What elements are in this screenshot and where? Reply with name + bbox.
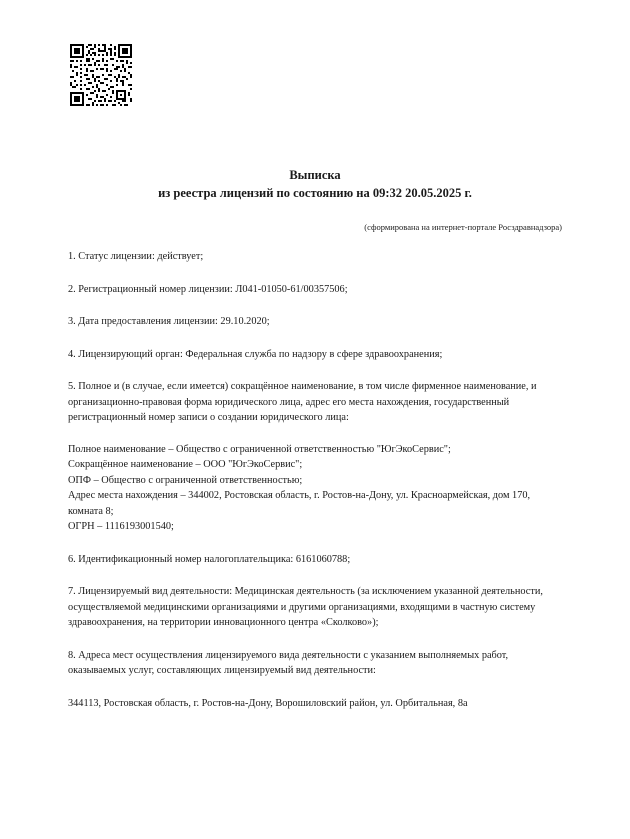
page-title-line2: из реестра лицензий по состоянию на 09:32 20.05.2025 г. <box>158 186 472 200</box>
entity-ogrn: ОГРН – 1116193001540; <box>68 521 174 532</box>
clause-3-issue-date: 3. Дата предоставления лицензии: 29.10.2020; <box>68 316 270 327</box>
clause-8-activity-addresses: 8. Адреса мест осуществления лицензируемого вида деятельности с указанием выполняемых работ, оказываемых услуг, составляющих лицензируемый вид деятельности: <box>68 649 509 676</box>
entity-legal-form: ОПФ – Общество с ограниченной ответственностью; <box>68 474 303 486</box>
entity-short-name: Сокращённое наименование – ООО "ЮгЭкоСервис"; <box>68 459 303 470</box>
clause-2-registration-number: 2. Регистрационный номер лицензии: Л041-01050-61/00357506; <box>68 283 348 295</box>
clause-4-licensing-authority: 4. Лицензирующий орган: Федеральная служба по надзору в сфере здравоохранения; <box>68 348 443 360</box>
entity-details-block <box>68 442 562 535</box>
page-title-line1: Выписка <box>289 168 341 182</box>
activity-address-item: 344113, Ростовская область, г. Ростов-на-Дону, Ворошиловский район, ул. Орбитальная, 8а <box>68 697 468 709</box>
clause-7-activity-type: 7. Лицензируемый вид деятельности: Медицинская деятельность (за исключением указанной деятельности, осуществляемой медицинскими организациями и другими организациями, входящими в частную систему здравоохранения, на территории инновационного центра «Сколково»); <box>68 586 543 628</box>
page-title <box>68 166 562 202</box>
qr-code-graphic <box>68 42 134 108</box>
clause-5-entity-details: 5. Полное и (в случае, если имеется) сокращённое наименование, в том числе фирменное наименование, и организационно-правовая форма юридического лица, адрес его места нахождения, государственный регистрационный номер записи о создании юридического лица: <box>68 381 537 423</box>
document-body <box>68 166 562 711</box>
qr-code-icon <box>68 42 134 108</box>
formation-note: (сформирована на интернет-портале Росздравнадзора) <box>364 222 562 232</box>
clause-1-status: 1. Статус лицензии: действует; <box>68 251 204 262</box>
entity-address: Адрес места нахождения – 344002, Ростовская область, г. Ростов-на-Дону, ул. Красноармейская, дом 170, комната 8; <box>68 490 531 517</box>
entity-full-name: Полное наименование – Общество с ограниченной ответственностью "ЮгЭкоСервис"; <box>68 443 451 455</box>
clause-6-inn: 6. Идентификационный номер налогоплательщика: 6161060788; <box>68 553 351 565</box>
